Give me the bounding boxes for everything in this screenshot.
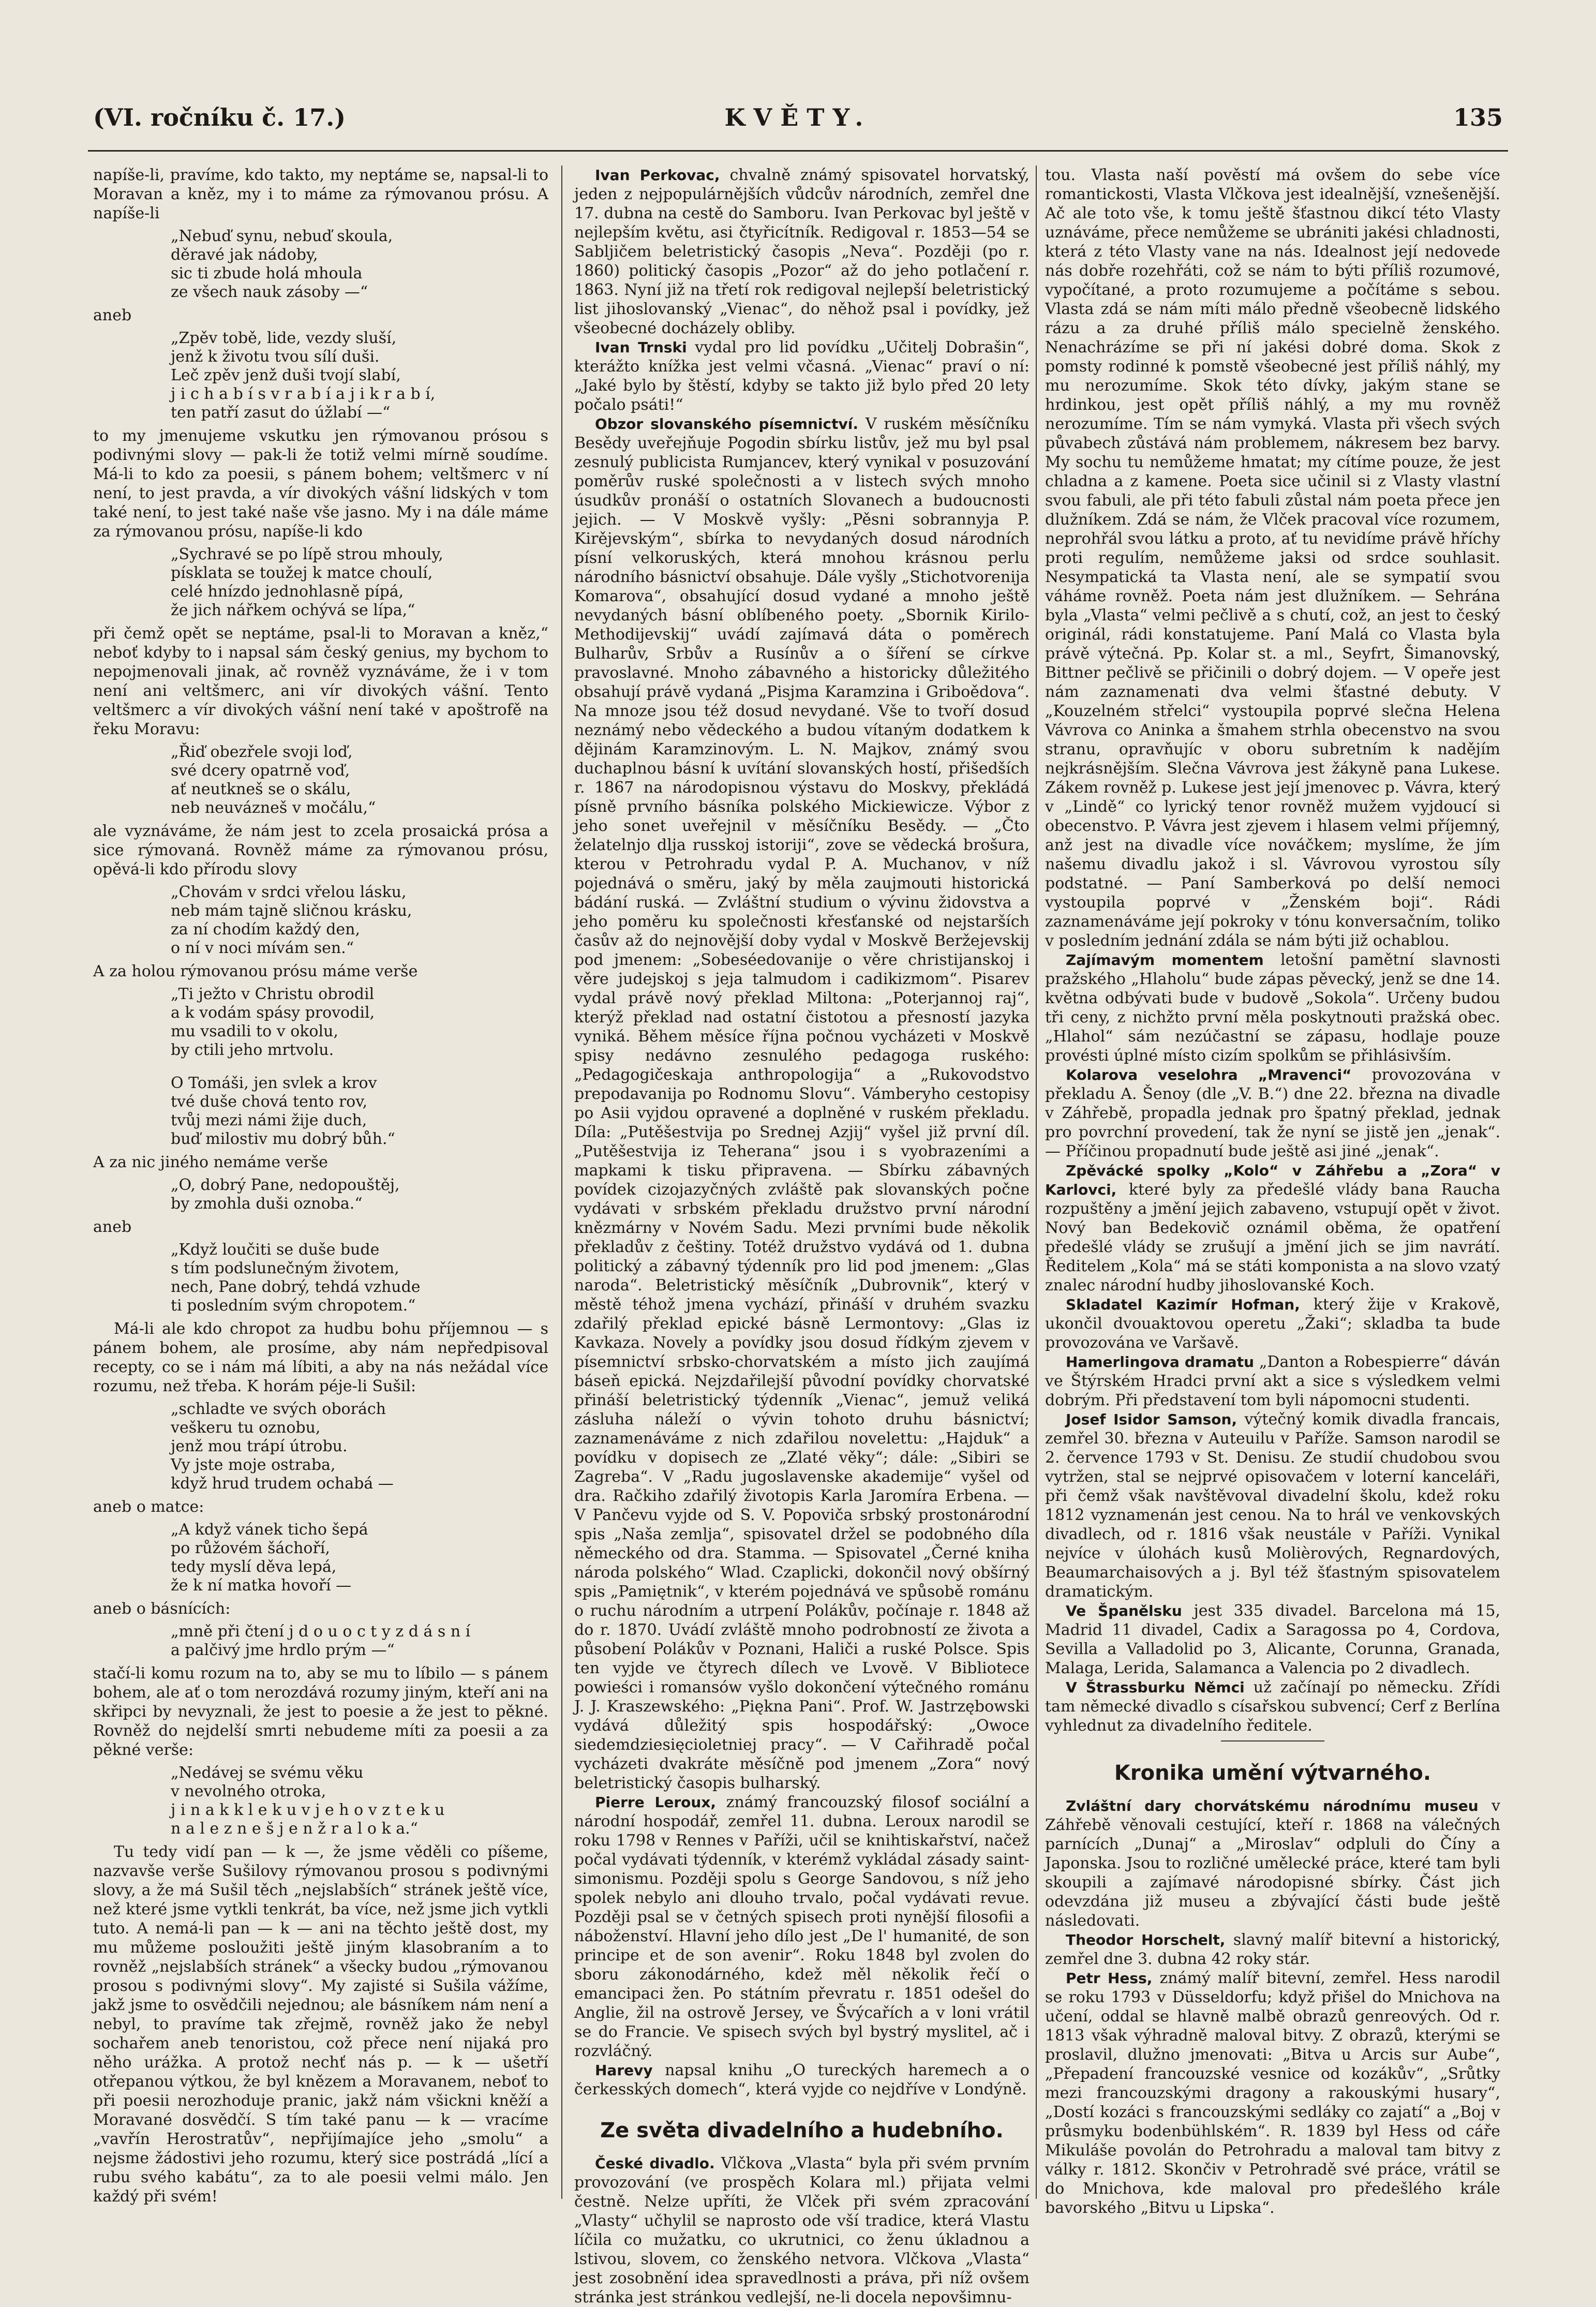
verse-line: by zmohla duši oznoba.“	[171, 1195, 363, 1213]
column-1	[93, 166, 548, 2235]
verse-line: n a l e z n e š j e n ž r a l o k a.“	[171, 1820, 418, 1838]
verse-line: celé hnízdo jednohlasně pípá,	[171, 583, 404, 601]
item-text: slavný malíř bitevní a historický, zemřel dne 3. dubna 42 roky stár.	[1045, 1931, 1500, 1968]
paragraph: napíše-li, pravíme, kdo takto, my neptáme se, napsal-li to Moravan a kněz, my i to máme za rýmovanou prósu. A napíše-li	[93, 166, 548, 222]
paragraph: to my jmenujeme vskutku jen rýmovanou prósou s podivnými slovy — pak-li že totiž velmi mírně soudíme. Má-li to kdo za poesii, s pánem bohem; veltšmerc v ní není, to jest pravda, a vír divokých vášní lidských v tom také není, to jest také naše vše jasno. My i na dále máme za rýmovanou prósu, napíše-li kdo	[93, 427, 548, 541]
item-text: vydal pro lid povídku „Učitelj Dobrašin“, kterážto knížka jest velmi včasná. „Vienac“ praví o ní: „Jaké bylo by štěstí, kdyby se takto již bylo před 20 lety počalo psáti!“	[574, 338, 1030, 414]
paragraph: Má-li ale kdo chropot za hudbu bohu příjemnou — s pánem bohem, ale prosíme, aby nám nepředpisoval recepty, co se i nám má líbiti, a aby na nás nežádal více rozumu, než třeba. K horám péje-li Sušil:	[93, 1320, 548, 1395]
verse-line: jenž k životu tvou sílí duši.	[171, 348, 380, 366]
column-3	[1045, 166, 1500, 2235]
paragraph: stačí-li komu rozum na to, aby se mu to líbilo — s pánem bohem, ale ať o tom nerozdává rozumy jiným, kteří ani na skřipci by nevyznali, že jest to poesie a že jest to pěkné. Rovněž do nejdelší smrti nebudeme míti za poesii a za pěkné verše:	[93, 1664, 548, 1759]
header-rule	[88, 150, 1508, 152]
poem-quote	[171, 985, 548, 1149]
verse-line: Leč zpěv jenž duši tvojí slabí,	[171, 366, 401, 384]
item-text: provozována v překladu A. Šenoy (dle „V. B.“) dne 22. března na divadle v Záhřebě, propadla jednak pro špatný překlad, jednak pro povrchní provedení, tak že nyní se jistě jen „jenak“. — Příčinou propadnutí bude ještě asi jiné „jenak“.	[1045, 1066, 1500, 1160]
poem-quote	[171, 1764, 548, 1838]
news-item	[1045, 1796, 1500, 1930]
item-heading: Kolarova veselohra „Mravenci“	[1066, 1066, 1352, 1083]
verse-line: ten patří zasut do úžlabí —“	[171, 404, 391, 422]
verse-line: j i c h a b í s v r a b í a j i k r a b í,	[171, 385, 436, 403]
verse-line: sic ti zbude holá mhoula	[171, 264, 363, 282]
verse-line: O Tomáši, jen svlek a krov	[171, 1074, 377, 1092]
news-item	[574, 166, 1030, 338]
verse-line: „Chovám v srdci vřelou lásku,	[171, 883, 407, 901]
verse-line: že k ní matka hovoří —	[171, 1576, 352, 1595]
item-heading: V Štrassburku Němci	[1066, 1679, 1245, 1696]
item-heading: Skladatel Kazimír Hofman,	[1066, 1296, 1300, 1313]
section-title: Kronika umění výtvarného.	[1114, 1761, 1431, 1785]
poem-quote	[171, 1623, 548, 1660]
verse-line: s tím podslunečným životem,	[171, 1259, 399, 1277]
column-2	[574, 166, 1030, 2306]
item-text: jest 335 divadel. Barcelona má 15, Madrid 11 divadel, Cadix a Saragossa po 4, Cordova, Sevilla a Valladolid po 3, Alicante, Corunna, Granada, Malaga, Lerida, Salamanca a Valencia po 2 divadlech.	[1045, 1602, 1500, 1677]
verse-line: za ní chodím každý den,	[171, 920, 361, 939]
label-text: aneb o matce:	[93, 1498, 204, 1516]
item-heading: Harevy	[595, 2062, 653, 2079]
issue-number: (VI. ročníku č. 17.)	[93, 103, 346, 131]
verse-line: neb neuvázneš v močálu,“	[171, 799, 376, 817]
column-divider-1	[561, 166, 562, 2199]
journal-title: KVĚTY.	[724, 103, 872, 131]
verse-line: buď milostiv mu dobrý bůh.“	[171, 1130, 395, 1148]
verse-line: když hrud trudem ochabá —	[171, 1475, 394, 1493]
label-text: aneb	[93, 306, 132, 324]
stanza-break	[171, 1060, 548, 1074]
verse-line: „A když vánek ticho šepá	[171, 1521, 368, 1539]
item-heading: Pierre Leroux,	[595, 1794, 717, 1811]
item-text: letošní pamětní slavnosti pražského „Hlaholu“ bude zápas pěvecký, jenž se dne 14. května odbývati bude v budově „Sokola“. Určeny budou tři ceny, z nichžto první měla poskytnouti pražská obec. „Hlahol“ sám nezúčastní se zápasu, hodlaje pouze provésti úplné místo cizím spolkům se přihlásivším.	[1045, 951, 1500, 1065]
verse-line: ať neutkneš se o skálu,	[171, 780, 351, 798]
news-item	[1045, 1065, 1500, 1161]
verse-line: děravé jak nádoby,	[171, 246, 318, 264]
item-text: V ruském měsíčníku Besědy uveřejňuje Pogodin sbírku listův, jež mu byl psal zesnulý publicista Rumjancev, který vynikal v posuzování poměrův ruské společnosti a v listech svých mnoho úsudkův pronáší o ostatních Slovanech a budoucnosti jejich. — V Moskvě vyšly: „Pěsni sobrannyja P. Kirějevským“, sbírka to nevydaných dosud národních písní velkoruských, která mnohou krásnou perlu národního básnictví obsahuje. Dále vyšly „Stichotvorenija Komarova“, obsahující dosud vydané a mnoho ještě nevydaných básní oblíbeného poety. „Sbornik Kirilo-Methodijevskij“ uvádí zajímavá dáta o poměrech Bulharův, Srbův a Rusínův a o šíření se církve pravoslavné. Mnoho zábavného a historicky důležitého obsahují právě vydaná „Pisjma Karamzina i Griboědova“. Na mnoze jsou též dosud nevydané. Vše to tvoří dosud neznámý nebo vědeckého a budou vítaným dodatkem k dějinám Karamzinovým. L. N. Majkov, známý svou duchaplnou básní k uvítání slovanských hostí, přišedších r. 1867 na národopisnou výstavu do Moskvy, překládá písně prvního básníka polského Mickiewicze. Výbor z jeho sonet uveřejnil v měsíčníku Besědy. — „Čto želatelnjo dlja russkoj istoriji“, zove se vědecká brošura, kterou v Petrohradu vydal P. A. Muchanov, v níž pojednává o směru, jaký by měla zaujmouti historická bádání ruská. — Zvláštní studium o vývinu židovstva a jeho poměru ku společnosti křesťanské od nejstarších časův až do nejnovější doby vydal v Moskvě Beržejevskij pod jmenem: „Sobeséedovanije o věre christijanskoj i věre judejskoj s jeja talmudom i cadikizmom“. Pisarev vydal právě nový překlad Miltona: „Poterjannoj raj“, kterýž překlad nad ostatní čistotou a přesností jazyka vyniká. Během měsíce října počnou vycházeti v Moskvě spisy nedávno zesnulého pedagoga ruského: „Pedagogičeskaja anthropologija“ a „Rukovodstvo prepodavanija po Rodnomu Slovu“. Vámberyho cestopisy po Asii vyjdou opravené a doplněné v ruském překladu. Díla: „Putěšestvija po Srednej Azjij“ vyšel již první díl. „Putěšestvija iz Teherana“ jsou i s vyobrazeními a mapkami k tisku připravena. — Sbírku zábavných povídek cizojazyčných zvláště pak slovanských počne vydávati v srbském překladu družstvo první národní knězmárny v Novém Sadu. Mezi prvními bude několik překladův z češtiny. Totéž družstvo vydává od 1. dubna politický a zábavný týdenník pro lid pod jmenem: „Glas naroda“. Beletristický měsíčník „Dubrovnik“, který v městě téhož jmena vychází, přináší v druhém svazku zdařilý překlad epické básně Lermontovy: „Glas iz Kavkaza. Novely a povídky jsou dosud řídkým zjevem v písemnictví srbsko-chorvatském a místo jich zaujímá báseň epická. Nejzdařilejší původní povídky chorvatské přináší beletristický týdenník „Vienac“, jemuž veliká zásluha náleží o vývin tohoto druhu básnictví; zaznamenáváme z nich zdařilou novelettu: „Hajduk“ a povídku v dopisech ze „Zlaté věky“; dále: „Sibiri se Zagreba“. V „Radu jugoslavenske akademije“ vyšel od dra. Račkiho zdařilý životopis Karla Jaromíra Erbena. — V Pančevu vyjde od S. V. Popoviča srbský prostonárodní spis „Naša zemlja“, spisovatel držel se podobného díla německého od dra. Stamma. — Spisovatel „Černé kniha národa polského“ Wlad. Czaplicki, dokončil nový obšírný spis „Pamiętnik“, v kterém pojednává ve spůsobě románu o ruchu národním a utrpení Polákův, počínaje r. 1848 až do r. 1870. Uvádí zvláště mnoho podrobností ze života a působení Polákův v Poznani, Haliči a ruské Polsce. Spis ten vyjde ve čtyrech dílech ve Lvově. V Bibliotece powieści i romansów vyšlo dokončení výtečného románu J. J. Kraszewského: „Piękna Pani“. Prof. W. Jastrzębowski vydává důležitý spis hospodářský: „Owoce siedemdziesięcioletniej pracy“. — V Cařihradě počal vycházeti dvakráte měsíčně pod jmenem „Zora“ nový beletristický časopis bulharský.	[574, 415, 1030, 1792]
news-item	[1045, 950, 1500, 1065]
page-header	[88, 103, 1508, 145]
item-heading: Zajímavým momentem	[1066, 951, 1264, 969]
verse-line: „Nedávej se svému věku	[171, 1764, 364, 1782]
item-text: Vlčkova „Vlasta“ byla při svém prvním provozování (ve prospěch Kolara ml.) přijata velmi čestně. Nelze upříti, že Vlček při svém zpracování „Vlasty“ učhylil se naprosto ode vší tradice, která Vlastu líčila co mužatku, co ukrutnici, co ženu úkladnou a lstivou, slovem, co ženského netvora. Vlčkova „Vlasta“ jest zosobnění idea spravedlnosti a práva, při níž ovšem stránka jest stránkou vedlejší, ne-li docela nepovšimnu-	[574, 2154, 1030, 2306]
news-item	[1045, 1601, 1500, 1678]
verse-line: písklata se toužej k matce choulí,	[171, 564, 433, 582]
paragraph: ale vyznáváme, že nám jest to zcela prosaická prósa a sice rýmovaná. Rovněž máme za rýmovanou prósu, opěvá-li kdo přírodu slovy	[93, 822, 548, 879]
item-text: chvalně známý spisovatel horvatský, jeden z nejpopulárnějších vůdcův národních, zemřel dne 17. dubna na cestě do Samboru. Ivan Perkovac byl ještě v nejlepším květu, asi čtyřicítník. Redigoval r. 1853—54 se Sabljičem beletristický časopis „Neva“. Později (po r. 1860) politický časopis „Pozor“ až do jeho potlačení r. 1863. Nyní již na třetí rok redigoval nejlepší beletristický list jihoslovanský „Vienac“, do něhož psal i povídky, jež všeobecné docházely obliby.	[574, 166, 1030, 337]
item-heading: Josef Isidor Samson,	[1066, 1411, 1237, 1428]
news-item	[1045, 1410, 1500, 1601]
verse-line: „Ti ježto v Christu obrodil	[171, 985, 375, 1003]
page-number: 135	[1453, 103, 1503, 131]
news-item	[1045, 1930, 1500, 1969]
poem-quote	[171, 545, 548, 620]
item-heading: Ivan Perkovac,	[595, 167, 720, 184]
verse-line: v nevolného otroka,	[171, 1782, 326, 1800]
item-text: známý malíř bitevní, zemřel. Hess narodil se roku 1793 v Düsseldorfu; když přišel do Mnichova na učení, oddal se hlavně malbě obrazů genreových. Od r. 1813 však výhradně maloval bitvy. Z obrazů, kterými se proslavil, dlužno jmenovati: „Bitva u Arcis sur Aube“, „Přepadení francouzské vesnice od kozákův“, „Srůtky mezi francouzskými dragony a rakouskými husary“, „Dostí kozáci s francouzskými sedláky co zajatí“ a „Boj v průsmyku bodenbühlském“. R. 1839 byl Hess od cáře Mikuláše povolán do Petrohradu a maloval tam bitvy z války r. 1812. Skončiv v Petrohradě své práce, vrátil se do Mnichova, kde maloval pro předešlého krále bavorského „Bitvu u Lipska“.	[1045, 1969, 1500, 2217]
verse-line: tvé duše chová tento rov,	[171, 1093, 368, 1111]
verse-line: jenž mou trápí útrobu.	[171, 1437, 348, 1455]
item-heading: Zpěvácké spolky „Kolo“ v Záhřebu a „Zora“ v Karlovci,	[1045, 1162, 1500, 1198]
verse-line: po růžovém šáchoří,	[171, 1539, 330, 1557]
item-text: který žije v Krakově, ukončil dvouaktovou operetu „Žaki“; skladba ta bude provozována ve Varšavě.	[1045, 1296, 1500, 1352]
item-heading: Hamerlingova dramatu	[1066, 1353, 1255, 1371]
verse-line: „schladte ve svých oborách	[171, 1400, 386, 1418]
label-text: A za nic jiného nemáme verše	[93, 1153, 328, 1171]
news-item	[1045, 1678, 1500, 1735]
news-item	[574, 2061, 1030, 2099]
verse-line: „Nebuď synu, nebuď skoula,	[171, 227, 393, 245]
verse-line: ti posledním svým chropotem.“	[171, 1297, 416, 1315]
verse-line: a k vodám spásy provodil,	[171, 1004, 375, 1022]
poem-quote	[171, 1176, 548, 1213]
item-text: známý francouzský filosof sociální a národní hospodář, zemřel 11. dubna. Leroux narodil se roku 1798 v Rennes v Paříži, učil se knihtiskařství, načež počal vydávati týdenník, v kterémž vykládal zásady saint-simonismu. Později spolu s George Sandovou, s níž jeho spolek nebylo ani dlouho trvalo, počal vydávati revue. Později psal se v četných spisech proti nynější filosofii a náboženství. Hlavní jeho dílo jest „De l' humanité, de son principe et de son avenir“. Roku 1848 byl zvolen do sboru zákonodárného, kdež měl několik řečí o emancipaci žen. Po státním převratu r. 1851 odešel do Anglie, žil na ostrově Jersey, ve Švýcařích a v loni vrátil se do Francie. Ve spisech svých byl bystrý myslitel, ač i rozvláčný.	[574, 1793, 1030, 2060]
item-heading: Ivan Trnski	[595, 339, 687, 356]
news-item	[574, 338, 1030, 414]
news-item	[1045, 1969, 1500, 2217]
poem-quote	[171, 1241, 548, 1315]
verse-line: nech, Pane dobrý, tehdá vzhude	[171, 1278, 421, 1296]
item-heading: Theodor Horschelt,	[1066, 1931, 1226, 1948]
poem-quote	[171, 227, 548, 302]
verse-line: „Když loučiti se duše bude	[171, 1241, 380, 1259]
news-item	[1045, 1352, 1500, 1410]
poem-quote	[171, 883, 548, 958]
news-item	[574, 2154, 1030, 2307]
paragraph: Tu tedy vidí pan — k —, že jsme věděli co píšeme, nazvavše verše Sušilovy rýmovanou prosou s podivnými slovy, a že má Sušil těch „nejslabších“ stránek ještě více, než které jsme vytkli tenkrát, ba více, než jsme jich vytkli tuto. A nemá-li pan — k — ani na těchto ještě dost, my mu můžeme posloužiti ještě jiným klasobraním a to rovněž „nejslabších stránek“ a všecky budou „rýmovanou prosou s podivnými slovy“. My zajisté si Sušila vážíme, jakž jsme to osvědčili nejednou; ale básníkem nám není a nebyl, to pravíme tak zřejmě, rovněž jako že nebyl sochařem aneb tenoristou, což přece není nijaká pro něho urážka. A protož nechť nás p. — k — ušetří otřepanou výtkou, že byl knězem a Moravanem, neboť to při poesii nerozhoduje pranic, jakž nám všickni kněží a Moravané dosvědčí. S tím také panu — k — vracíme „vavřín Herostratův“, nepřijímajíce jeho „smolu“ a nejsme žádostivi jeho rozumu, který sice postrádá „lící a rubu svého kabátu“, za to ale poesii velmi málo. Jen každý při svém!	[93, 1843, 548, 2206]
news-item	[574, 1793, 1030, 2061]
news-item	[574, 414, 1030, 1793]
verse-line: by ctili jeho mrtvolu.	[171, 1041, 334, 1059]
item-heading: Zvláštní dary chorvátskému národnímu museu	[1066, 1797, 1479, 1814]
item-heading: Ve Španělsku	[1066, 1602, 1182, 1619]
item-text: napsal knihu „O tureckých haremech a o čerkesských domech“, která vyjde co nejdříve v Londýně.	[574, 2061, 1030, 2098]
verse-line: j i n a k k l e k u v j e h o v z t e k u	[171, 1801, 445, 1819]
verse-line: neb mám tajně sličnou krásku,	[171, 902, 412, 920]
verse-line: Vy jste moje ostraba,	[171, 1456, 336, 1474]
news-item	[1045, 1161, 1500, 1295]
label-text: aneb	[93, 1218, 132, 1236]
verse-line: že jich nářkem ochývá se lípa,“	[171, 601, 415, 619]
verse-line: své dcery opatrně voď,	[171, 762, 350, 780]
item-text: které byly za předešlé vlády bana Raucha rozpuštěny a jmění jejich zabaveno, vstupují opět v život. Nový ban Bedekovič oznámil oběma, že opatření předešlé vlády se zrušují a jmění jich se jim navrátí. Ředitelem „Kola“ má se státi komponista a na slovo vzatý znalec národní hudby jihoslovanské Koch.	[1045, 1181, 1500, 1294]
poem-quote	[171, 1400, 548, 1493]
label-text: A za holou rýmovanou prósu máme verše	[93, 962, 418, 980]
item-heading: Obzor slovanského písemnictví.	[595, 415, 859, 433]
item-heading: České divadlo.	[595, 2155, 715, 2172]
label-text: aneb o básnících:	[93, 1600, 231, 1618]
poem-quote	[171, 329, 548, 422]
verse-line: mu vsadili to v okolu,	[171, 1022, 338, 1040]
paragraph: tou. Vlasta naší pověstí má ovšem do sebe více romantickosti, Vlasta Vlčkova jest idealnější, vznešenější. Ač ale toto vše, k tomu ještě šťastnou dikcí této Vlasty uznáváme, přece nemůžeme se ubrániti jakési chladnosti, která z této Vlasty vane na nás. Idealnost její nedovede nás dobře rozehřáti, což se nám to býti příliš rozumové, vypočítané, a proto rozumujeme a počítáme s sebou. Vlasta zdá se nám míti málo předně všeobecně lidského rázu a za druhé příliš málo specielně ženského. Nenachrázíme se při ní jakési dobré doma. Skok z pomsty rodinné k pomstě všeobecné jest příliš náhlý, my mu nerozumíme. Skok této dívky, jakým stane se hrdinkou, jest opět příliš náhlý, a my mu rovněž nerozumíme. Tím se nám vymyká. Vlasta při všech svých půvabech zůstává nám problemem, nákresem bez barvy. My sochu tu nemůžeme hmatat; my cítíme pouze, že jest chladna a z kamene. Poeta sice učinil si z Vlasty vlastní svou fabuli, ale při této fabuli zůstal nám poeta přece jen dlužníkem. Zdá se nám, že Vlček pracoval více rozumem, neprohřál svou látku a proto, ať tu nevidíme právě hříchy proti regulím, nemůžeme jaksi od srdce souhlasit. Nesympatická ta Vlasta není, ale se sympatií svou váháme rovněž. Poeta nám jest dlužníkem. — Sehrána byla „Vlasta“ velmi pečlivě a s chutí, což, an jest to český originál, rádi konstatujeme. Paní Malá co Vlasta byla právě výtečná. Pp. Kolar st. a ml., Seyfrt, Šimanovský, Bittner pečlivě se přičinili o dobrý dojem. — V opeře jest nám zaznamenati dva velmi šťastné debuty. V „Kouzelném střelci“ vystoupila poprvé slečna Helena Vávrova co Aninka a šmahem strhla obecenstvo na svou stranu, opravňujíc v oboru subretním k nadějím nejkrásnějším. Slečna Vávrova jest žákyně pana Lukese. Zákem rovněž p. Lukese jest její jmenovec p. Vávra, který v „Lindě“ co lyrický tenor rovněž mužem vyjdoucí si obecenstvo. P. Vávra jest zjevem i hlasem velmi příjemný, anž jest na divadle více nováčkem; myslíme, že jím našemu divadlu jakož i sl. Vávrovou vyrostou síly podstatné. — Paní Samberková po delší nemoci vystoupila poprvé v „Ženském boji“. Rádi zaznamenáváme její pokroky v tónu konversačním, toliko v posledním jednání zdála se nám býti již ochablou.	[1045, 166, 1500, 950]
poem-quote	[171, 743, 548, 817]
item-text: už začínají po německu. Zřídi tam německé divadlo s císařskou subvencí; Cerf z Berlína vyhlednut za divadelního ředitele.	[1045, 1678, 1501, 1735]
item-text: „Danton a Robespierre“ dáván ve Štýrském Hradci první akt a sice s výsledkem velmi dobrým. Při představení tom byli nápomocni studenti.	[1045, 1353, 1501, 1409]
verse-line: ze všech nauk zásoby —“	[171, 283, 368, 301]
verse-line: tedy myslí děva lepá,	[171, 1558, 337, 1576]
section-title: Ze světa divadelního a hudebního.	[600, 2119, 1004, 2142]
poem-quote	[171, 1521, 548, 1595]
verse-line: „O, dobrý Pane, nedopouštěj,	[171, 1176, 400, 1194]
item-text: v Záhřebě věnovali cestující, kteří r. 1868 na válečných parnících „Dunaj“ a „Miroslav“ odpluli do Číny a Japonska. Jsou to rozličné umělecké práce, které tam byli skoupili a zajímavé národopisné sbírky. Část jich odevzdána již museu a zbývající části bude ještě následovati.	[1045, 1797, 1500, 1930]
verse-line: veškeru tu oznobu,	[171, 1419, 321, 1437]
column-divider-2	[1036, 166, 1037, 2199]
item-text: výtečný komik divadla francais, zemřel 30. března v Auteuilu v Paříže. Samson narodil se 2. července 1793 v St. Denisu. Ze studií chudobou svou vytržen, stal se nejprvé opisovačem v loterní kanceláři, při čemž však navštěvoval divadelní školu, kdež roku 1812 vyznamenán jest cenou. Na to hrál ve venkovských divadlech, od r. 1816 však neustále v Paříži. Vynikal nejvíce v úlohách kusů Molièrových, Regnardových, Beaumarchaisových a j. Byl též šťastným spisovatelem dramatickým.	[1045, 1410, 1501, 1601]
paragraph: při čemž opět se neptáme, psal-li to Moravan a kněz,“ neboť kdyby to i napsal sám český genius, my bychom to nepojmenovali jinak, ač rovněž vyznáváme, že i v tom není ani veltšmerc, ani vír divokých vášní. Tento veltšmerc a vír divokých vášní není také v apoštrofě na řeku Moravu:	[93, 624, 548, 738]
verse-line: a palčivý jme hrdlo prým —“	[171, 1641, 395, 1659]
verse-line: „Zpěv tobě, lide, vezdy sluší,	[171, 329, 397, 347]
verse-line: „mně při čtení j d o u o c t y z d á s n í	[171, 1623, 471, 1641]
item-heading: Petr Hess,	[1066, 1970, 1153, 1987]
news-item	[1045, 1295, 1500, 1352]
verse-line: „Řiď obezřele svoji loď,	[171, 743, 353, 761]
verse-line: o ní v noci mívám sen.“	[171, 939, 354, 957]
verse-line: „Sychravé se po lípě strou mhouly,	[171, 545, 443, 563]
verse-line: tvůj mezi námi žije duch,	[171, 1111, 367, 1129]
section-rule	[1221, 1740, 1324, 1742]
